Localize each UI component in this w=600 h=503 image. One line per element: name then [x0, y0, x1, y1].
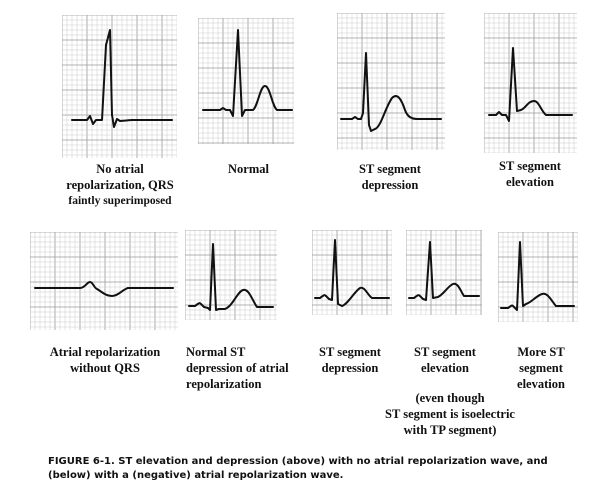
ecg-grid — [406, 230, 482, 315]
label-normal-st-depression: Normal ST depression of atrial repolarization — [186, 345, 289, 391]
ecg-trace — [489, 48, 572, 121]
label-st-elevation: ST segment elevation — [499, 159, 561, 189]
ecg-trace — [341, 53, 441, 131]
ecg-strip-st-elevation-2 — [406, 230, 482, 315]
ecg-grid — [30, 232, 178, 330]
ecg-panel-more-st-elevation — [498, 232, 578, 322]
ecg-grid — [198, 18, 294, 144]
ecg-panel-st-depression-2 — [312, 230, 392, 315]
ecg-panel-normal-st-depression — [185, 230, 277, 320]
ecg-strip-no-atrial-repol — [62, 15, 177, 158]
ecg-panel-st-depression — [337, 13, 445, 150]
ecg-grid — [498, 232, 578, 322]
ecg-panel-st-elevation — [484, 13, 577, 153]
ecg-panel-normal — [198, 18, 294, 144]
ecg-strip-st-depression-2 — [312, 230, 392, 315]
note-isoelectric: (even though ST segment is isoelectric with TP segment) — [385, 391, 515, 437]
ecg-strip-normal — [198, 18, 294, 144]
ecg-grid — [62, 15, 177, 158]
ecg-panel-no-atrial-repol — [62, 15, 177, 158]
ecg-panel-st-elevation-2 — [406, 230, 482, 315]
ecg-strip-more-st-elevation — [498, 232, 578, 322]
figure-caption: FIGURE 6-1. ST elevation and depression (above) with no atrial repolarization wave, and (below) with a (negative) atrial repolarization wave. — [48, 456, 548, 481]
ecg-trace — [35, 282, 173, 296]
ecg-strip-st-elevation — [484, 13, 577, 153]
ecg-strip-atrial-repol-no-qrs — [30, 232, 178, 330]
label-no-atrial-repol: No atrial repolarization, QRS faintly superimposed — [66, 162, 174, 207]
label-more-st-elevation: More ST segment elevation — [517, 345, 565, 391]
ecg-strip-normal-st-depression — [185, 230, 277, 320]
label-atrial-repol-no-qrs: Atrial repolarization without QRS — [49, 345, 161, 375]
ecg-grid — [312, 230, 392, 315]
ecg-grid — [484, 13, 577, 153]
ecg-panel-atrial-repol-no-qrs — [30, 232, 178, 330]
label-st-elevation-2: ST segment elevation — [414, 345, 476, 375]
label-st-depression: ST segment depression — [359, 162, 421, 192]
ecg-grid — [337, 13, 445, 150]
label-normal: Normal — [228, 162, 269, 176]
ecg-trace — [409, 242, 479, 300]
label-st-depression-2: ST segment depression — [319, 345, 381, 375]
ecg-strip-st-depression — [337, 13, 445, 150]
